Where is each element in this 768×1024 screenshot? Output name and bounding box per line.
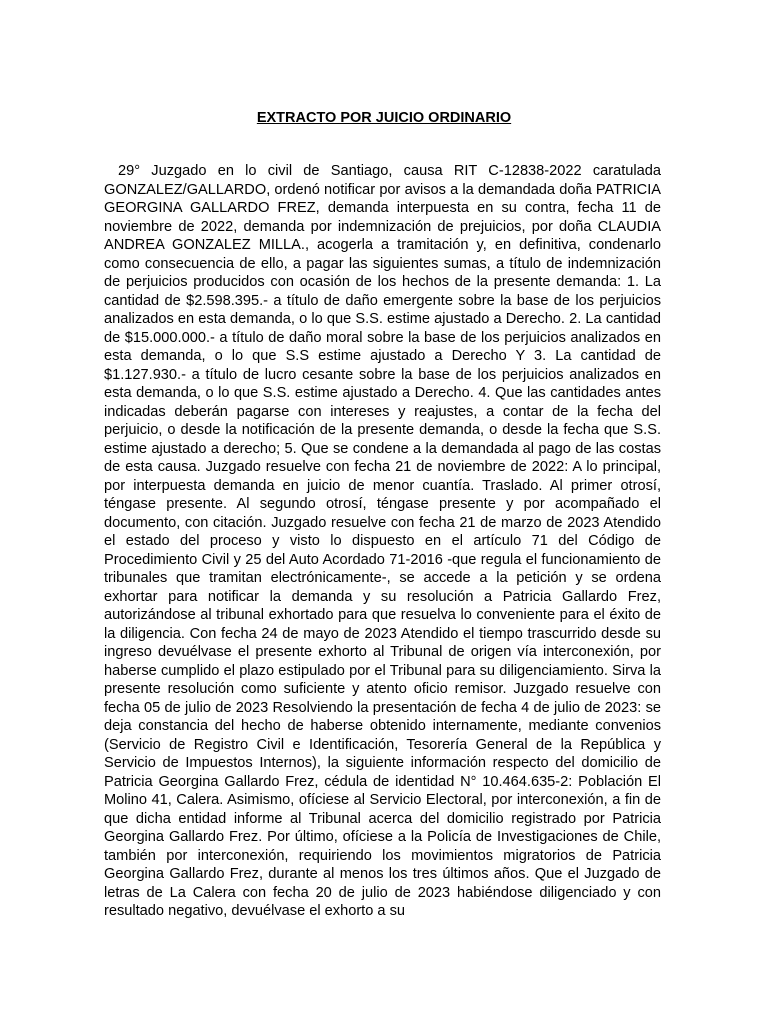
document-body: 29° Juzgado en lo civil de Santiago, causa RIT C-12838-2022 caratulada GONZALEZ/GALLARDO, ordenó notificar por avisos a la demandada doña PATRICIA GEORGINA GALLARDO FREZ, demanda interpuesta en su contra, fecha 11 de noviembre de 2022, demanda por indemnización de prejuicios, por doña CLAUDIA ANDREA GONZALEZ MILLA., acogerla a tramitación y, en definitiva, condenarlo como consecuencia de ello, a pagar las siguientes sumas, a título de indemnización de perjuicios producidos con ocasión de los hechos de la presente demanda: 1. La cantidad de $2.598.395.- a título de daño emergente sobre la base de los perjuicios analizados en esta demanda, o lo que S.S. estime ajustado a Derecho. 2. La cantidad de $15.000.000.- a título de daño moral sobre la base de los perjuicios analizados en esta demanda, o lo que S.S estime ajustado a Derecho Y 3. La cantidad de $1.127.930.- a título de lucro cesante sobre la base de los perjuicios analizados en esta demanda, o lo que S.S. estime ajustado a Derecho. 4. Que las cantidades antes indicadas deberán pagarse con intereses y reajustes, a contar de la fecha del perjuicio, o desde la notificación de la presente demanda, o desde la fecha que S.S. estime ajustado a derecho; 5. Que se condene a la demandada al pago de las costas de esta causa. Juzgado resuelve con fecha 21 de noviembre de 2022: A lo principal, por interpuesta demanda en juicio de menor cuantía. Traslado. Al primer otrosí, téngase presente. Al segundo otrosí, téngase presente y por acompañado el documento, con citación. Juzgado resuelve con fecha 21 de marzo de 2023 Atendido el estado del proceso y visto lo dispuesto en el artículo 71 del Código de Procedimiento Civil y 25 del Auto Acordado 71-2016 -que regula el funcionamiento de tribunales que tramitan electrónicamente-, se accede a la petición y se ordena exhortar para notificar la demanda y su resolución a Patricia Gallardo Frez, autorizándose al tribunal exhortado para que resuelva lo conveniente para el éxito de la diligencia. Con fecha 24 de mayo de 2023 Atendido el tiempo trascurrido desde su ingreso devuélvase el presente exhorto al Tribunal de origen vía interconexión, por haberse cumplido el plazo estipulado por el Tribunal para su diligenciamiento. Sirva la presente resolución como suficiente y atento oficio remisor. Juzgado resuelve con fecha 05 de julio de 2023 Resolviendo la presentación de fecha 4 de julio de 2023: se deja constancia del hecho de haberse obtenido internamente, mediante convenios (Servicio de Registro Civil e Identificación, Tesorería General de la República y Servicio de Impuestos Internos), la siguiente información respecto del domicilio de Patricia Georgina Gallardo Frez, cédula de identidad N° 10.464.635-2: Población El Molino 41, Calera. Asimismo, ofíciese al Servicio Electoral, por interconexión, a fin de que dicha entidad informe al Tribunal acerca del domicilio registrado por Patricia Georgina Gallardo Frez. Por último, ofíciese a la Policía de Investigaciones de Chile, también por interconexión, requiriendo los movimientos migratorios de Patricia Georgina Gallardo Frez, durante al menos los tres últimos años. Que el Juzgado de letras de La Calera con fecha 20 de julio de 2023 habiéndose diligenciado y con resultado negativo, devuélvase el exhorto a su: [104, 163, 661, 919]
document-title: EXTRACTO POR JUICIO ORDINARIO: [256, 110, 512, 126]
